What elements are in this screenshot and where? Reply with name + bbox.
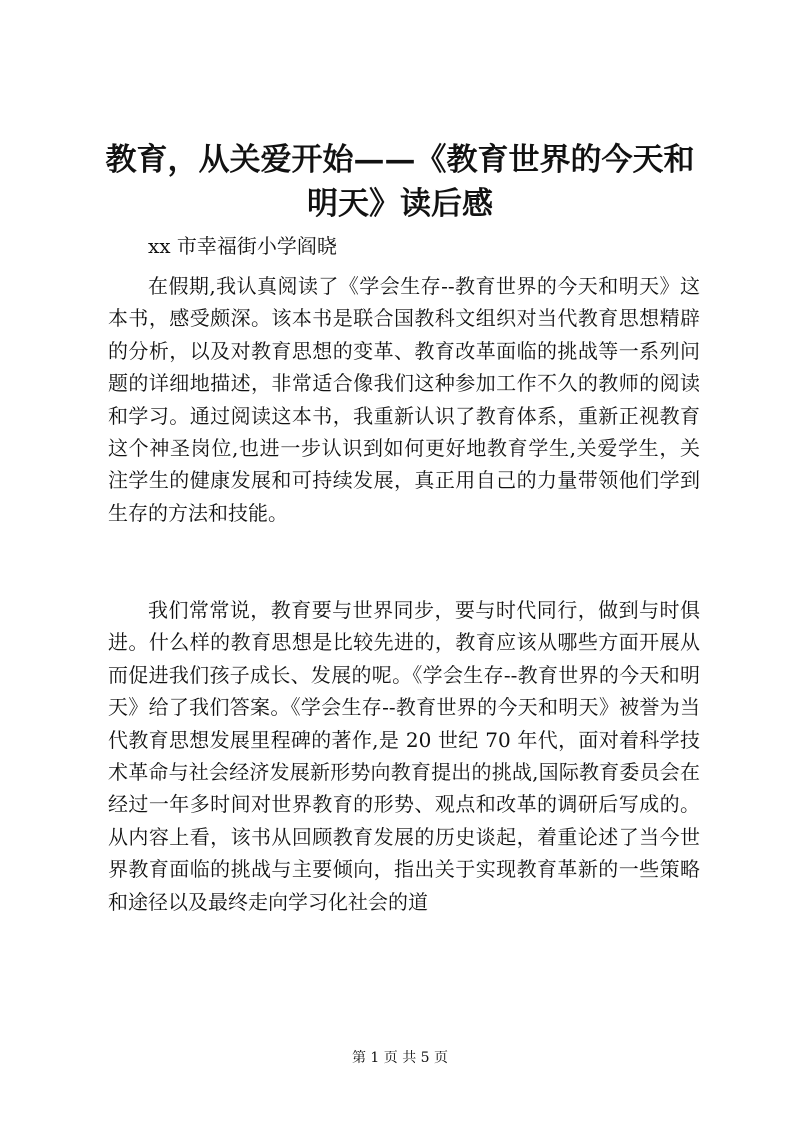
author-line: xx 市幸福街小学阎晓 [148, 234, 337, 258]
body-paragraph-1: 在假期,我认真阅读了《学会生存--教育世界的今天和明天》这本书，感受颇深。该本书是联合国教科文组织对当代教育思想精辟的分析，以及对教育思想的变革、教育改革面临的挑战等一系列问题的详细地描述，非常适合像我们这种参加工作不久的教师的阅读和学习。通过阅读这本书，我重新认识了教育体系，重新正视教育这个神圣岗位,也进一步认识到如何更好地教育学生,关爱学生，关注学生的健康发展和可持续发展，真正用自己的力量带领他们学到生存的方法和技能。 [108, 274, 700, 525]
page-footer: 第 1 页 共 5 页 [351, 1050, 449, 1066]
document-title: 教育，从关爱开始——《教育世界的今天和明天》读后感 [105, 142, 695, 222]
body-paragraph-2: 我们常常说，教育要与世界同步，要与时代同行，做到与时俱进。什么样的教育思想是比较先进的，教育应该从哪些方面开展从而促进我们孩子成长、发展的呢。《学会生存--教育世界的今天和明天》给了我们答案。《学会生存--教育世界的今天和明天》被誉为当代教育思想发展里程碑的著作,是 20 世纪 70 年代，面对着科学技术革命与社会经济发展新形势向教育提出的挑战,国际教育委员会在经过一年多时间对世界教育的形势、观点和改革的调研后写成的。从内容上看，该书从回顾教育发展的历史谈起，着重论述了当今世界教育面临的挑战与主要倾向，指出关于实现教育革新的一些策略和途径以及最终走向学习化社会的道 [108, 598, 700, 914]
